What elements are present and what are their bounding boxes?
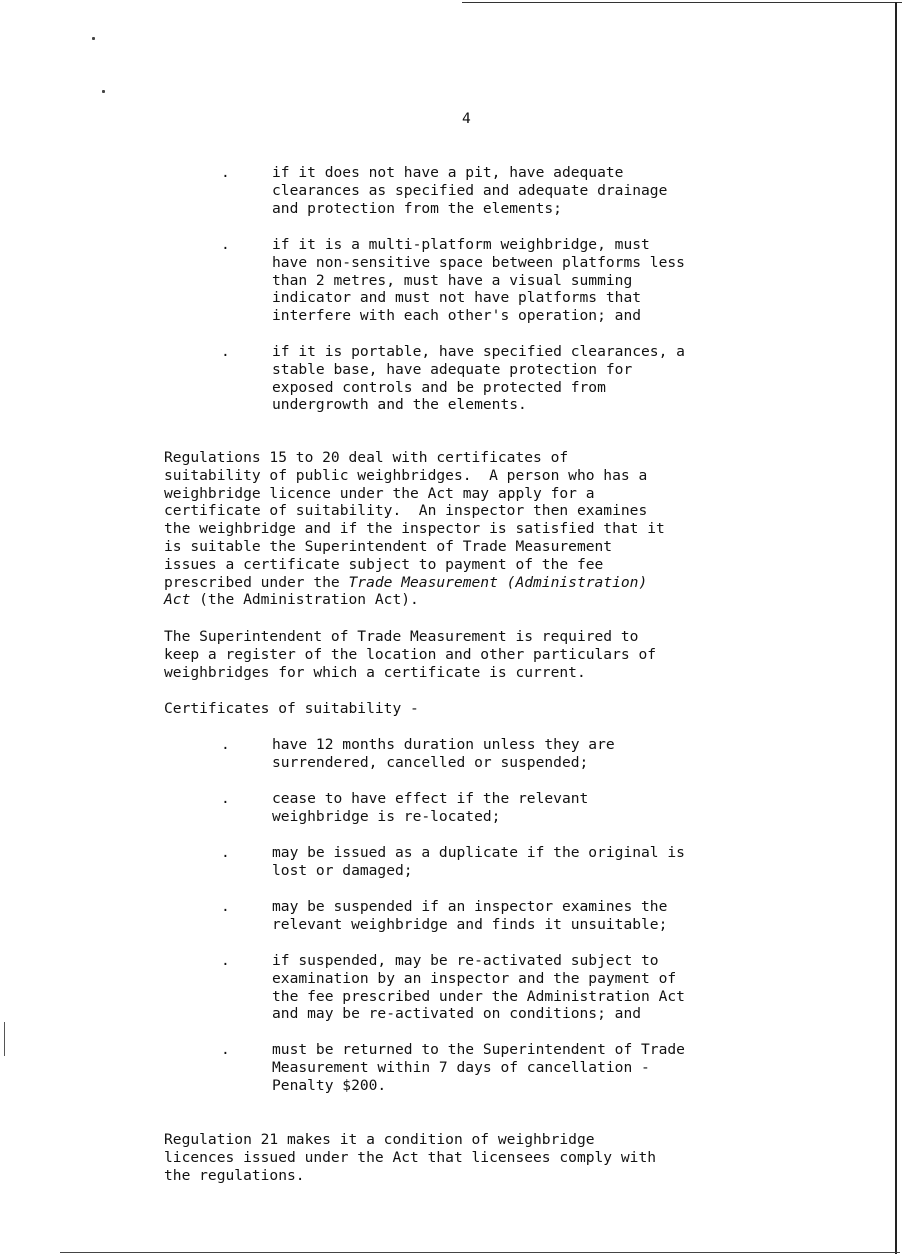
act-title-italic: Trade Measurement (Administration) Act (164, 573, 648, 609)
paragraph-text: (the Administration Act). (190, 591, 419, 609)
paragraph-text: Regulations 15 to 20 deal with certificates of suitability of public weighbridges. A person who has a weighbridge licence under the Act may apply for a certificate of suitability. An inspector then examines the weighbridge and if the inspector is satisfied that it is suitable the Superintendent of Trade Measurement issues a certificate subject to payment of the fee prescribed under the (164, 449, 665, 591)
page-number: 4 (462, 110, 471, 127)
list-item-text: may be issued as a duplicate if the original is lost or damaged; (272, 844, 685, 879)
list-item-text: may be suspended if an inspector examines the relevant weighbridge and finds it unsuitable; (272, 898, 668, 933)
scan-bottom-rule (60, 1252, 900, 1253)
list-item-text: must be returned to the Superintendent of Trade Measurement within 7 days of cancellation - Penalty $200. (272, 1041, 685, 1094)
bullet-glyph: . (221, 898, 230, 915)
paragraph-regulation-21: Regulation 21 makes it a condition of weighbridge licences issued under the Act that licensees comply with the regulations. (164, 1131, 657, 1184)
paragraph-certificates-heading: Certificates of suitability - (164, 700, 419, 717)
paragraph-register: The Superintendent of Trade Measurement is required to keep a register of the location and other particulars of weighbridges for which a certificate is current. (164, 628, 657, 681)
list-item-text: if it is portable, have specified clearances, a stable base, have adequate protection for exposed controls and be protected from undergrowth and the elements. (272, 343, 685, 414)
bullet-glyph: . (221, 844, 230, 861)
scan-top-rule (462, 2, 902, 3)
paragraph-regulations-15-20 (164, 449, 804, 609)
bullet-glyph: . (221, 1041, 230, 1058)
scan-left-mark (4, 1022, 5, 1056)
list-item-text: if it does not have a pit, have adequate clearances as specified and adequate drainage and protection from the elements; (272, 164, 668, 217)
scan-speck (102, 90, 105, 93)
list-item-text: have 12 months duration unless they are surrendered, cancelled or suspended; (272, 736, 615, 771)
bullet-glyph: . (221, 343, 230, 360)
bullet-glyph: . (221, 164, 230, 181)
bullet-glyph: . (221, 790, 230, 807)
list-item-text: if suspended, may be re-activated subject to examination by an inspector and the payment of the fee prescribed under the Administration Act and may be re-activated on conditions; and (272, 952, 685, 1023)
scan-speck (92, 37, 95, 40)
list-item-text: cease to have effect if the relevant weighbridge is re-located; (272, 790, 589, 825)
bullet-glyph: . (221, 736, 230, 753)
scan-right-edge (895, 2, 897, 1254)
list-item-text: if it is a multi-platform weighbridge, must have non-sensitive space between platforms less than 2 metres, must have a visual summing indicator and must not have platforms that interfere with each other's operation; and (272, 236, 685, 325)
bullet-glyph: . (221, 952, 230, 969)
bullet-glyph: . (221, 236, 230, 253)
